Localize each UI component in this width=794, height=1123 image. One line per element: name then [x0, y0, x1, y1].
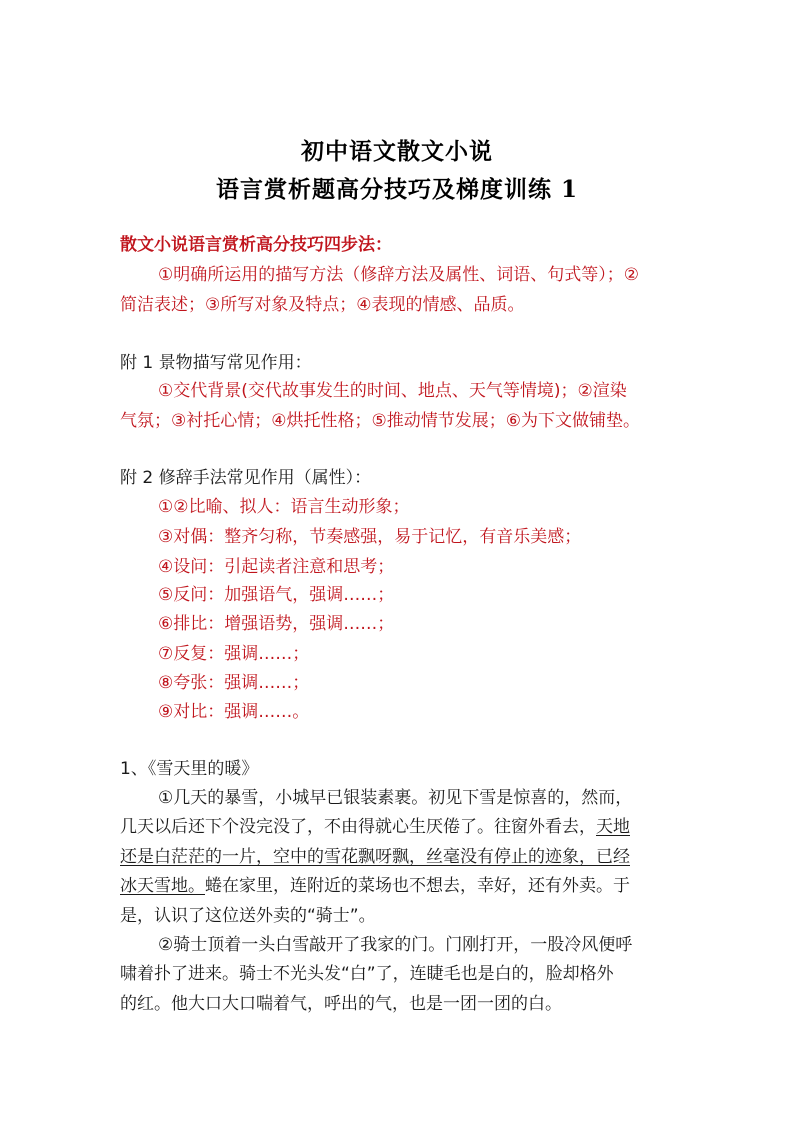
- method-line-1: ①明确所运用的描写方法（修辞方法及属性、词语、句式等）；②: [158, 265, 639, 285]
- title-line-1: 初中语文散文小说: [301, 138, 493, 165]
- passage-p2-line-1: ②骑士顶着一头白雪敲开了我家的门。门刚打开，一股冷风便呼: [158, 935, 633, 955]
- rhetoric-item: ⑥排比：增强语势，强调……；: [158, 614, 395, 634]
- method-heading: 散文小说语言赏析高分技巧四步法：: [120, 235, 392, 255]
- rhetoric-item: ③对偶：整齐匀称，节奏感强，易于记忆，有音乐美感；: [158, 527, 582, 547]
- underlined-sentence: 天地: [596, 817, 630, 837]
- passage-p2-line-2: 啸着扑了进来。骑士不光头发“白”了，连睫毛也是白的，脸却格外: [120, 964, 614, 984]
- passage-p1-line-5: 是，认识了这位送外卖的“骑士”。: [120, 906, 376, 926]
- passage-p1-line-1: ①几天的暴雪，小城早已银装素裹。初见下雪是惊喜的，然而，: [158, 788, 633, 808]
- passage-p1-line-4-text: 蜷在家里，连附近的菜场也不想去，幸好，还有外卖。于: [205, 876, 630, 896]
- appendix1-line-1: ①交代背景(交代故事发生的时间、地点、天气等情境)；②渲染: [158, 381, 627, 401]
- appendix1-line-2: 气氛；③衬托心情；④烘托性格；⑤推动情节发展；⑥为下文做铺垫。: [120, 411, 640, 431]
- rhetoric-item: ⑨对比：强调……。: [158, 702, 310, 722]
- rhetoric-item: ④设问：引起读者注意和思考；: [158, 557, 395, 577]
- rhetoric-item: ⑦反复：强调……；: [158, 644, 310, 664]
- passage-p1-line-2: [120, 816, 630, 838]
- passage-p2-line-3: 的红。他大口大口喘着气，呼出的气，也是一团一团的白。: [120, 994, 562, 1014]
- passage-p1-line-2-text: 几天以后还下个没完没了，不由得就心生厌倦了。往窗外看去，: [120, 817, 596, 837]
- underlined-sentence: 还是白茫茫的一片，空中的雪花飘呀飘，丝毫没有停止的迹象，已经: [120, 847, 630, 867]
- rhetoric-item: ⑤反问：加强语气，强调……；: [158, 585, 395, 605]
- title-line-2: 语言赏析题高分技巧及梯度训练 1: [215, 176, 578, 203]
- passage-heading: 1、《雪天里的暖》: [120, 759, 259, 779]
- underlined-sentence: 冰天雪地。: [120, 876, 205, 896]
- passage-p1-line-4: [120, 875, 630, 897]
- appendix1-heading: 附 1 景物描写常见作用：: [120, 353, 312, 373]
- appendix2-heading: 附 2 修辞手法常见作用（属性）：: [120, 468, 372, 488]
- rhetoric-item: ⑧夸张：强调……；: [158, 673, 310, 693]
- method-line-2: 简洁表述；③所写对象及特点；④表现的情感、品质。: [120, 295, 525, 315]
- rhetoric-item: ①②比喻、拟人：语言生动形象；: [158, 497, 410, 517]
